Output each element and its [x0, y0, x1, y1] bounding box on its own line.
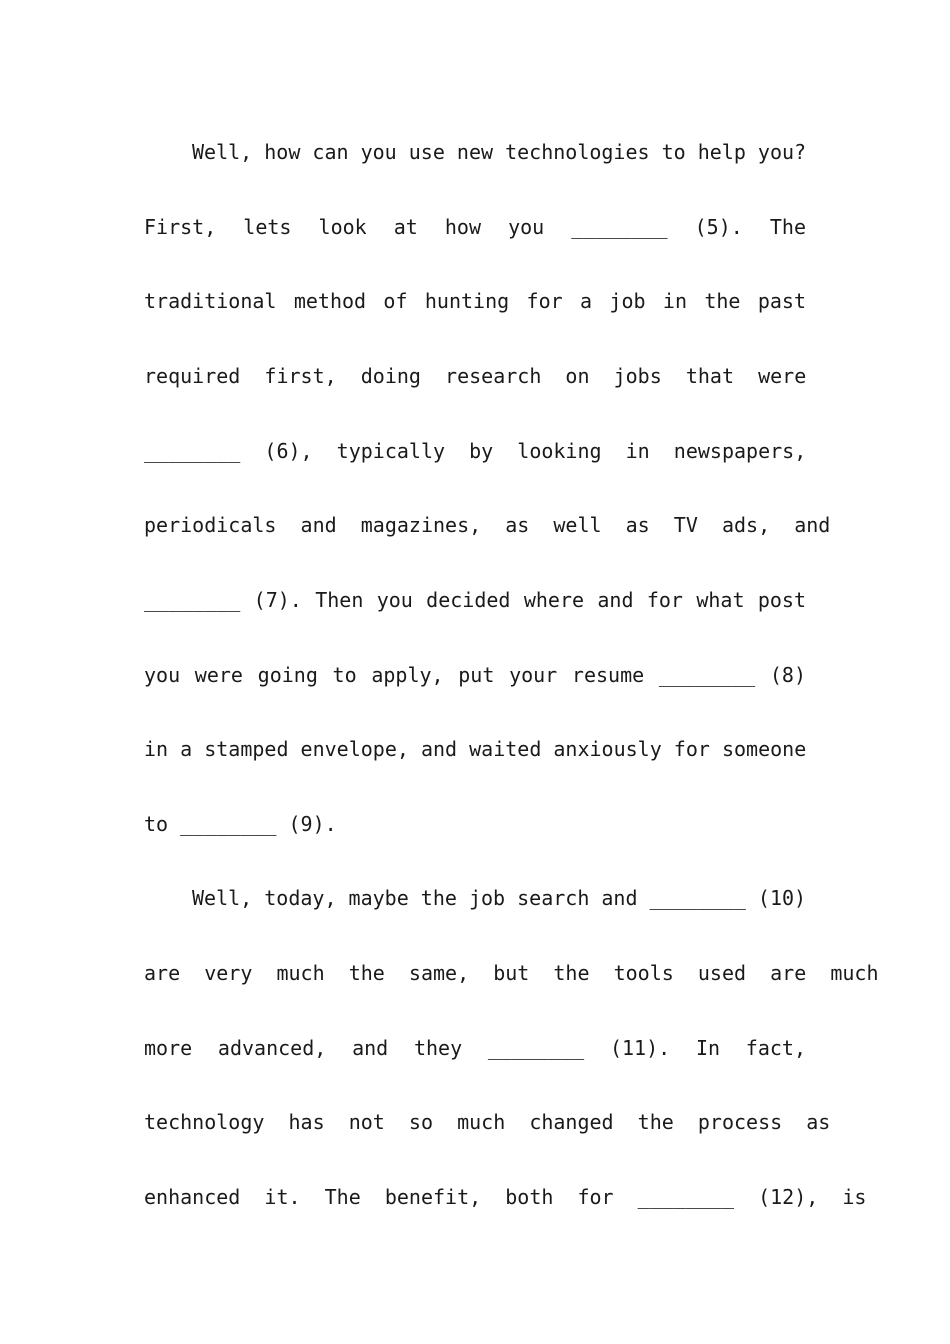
paragraph-line: more advanced, and they ________ (11). In fact,: [144, 1036, 806, 1060]
paragraph-line: Well, today, maybe the job search and ________ (10): [192, 886, 807, 910]
paragraph-line: enhanced it. The benefit, both for ________ (12), is: [144, 1185, 867, 1209]
paragraph-line: First, lets look at how you ________ (5). The: [144, 215, 806, 239]
paragraph-line: technology has not so much changed the process as: [144, 1110, 831, 1134]
paragraph-line: Well, how can you use new technologies to help you?: [192, 140, 807, 164]
paragraph-line: you were going to apply, put your resume ________ (8): [144, 663, 806, 687]
paragraph-line: required first, doing research on jobs that were: [144, 364, 807, 388]
paragraph-line: periodicals and magazines, as well as TV ads, and: [144, 513, 831, 537]
paragraph-line: traditional method of hunting for a job in the past: [144, 289, 806, 313]
paragraph-line: are very much the same, but the tools used are much: [144, 961, 879, 985]
paragraph-line: to ________ (9).: [144, 812, 337, 836]
paragraph-line: in a stamped envelope, and waited anxiously for someone: [144, 737, 807, 761]
paragraph-line: ________ (7). Then you decided where and for what post: [144, 588, 806, 612]
paragraph-line: ________ (6), typically by looking in newspapers,: [144, 439, 807, 463]
